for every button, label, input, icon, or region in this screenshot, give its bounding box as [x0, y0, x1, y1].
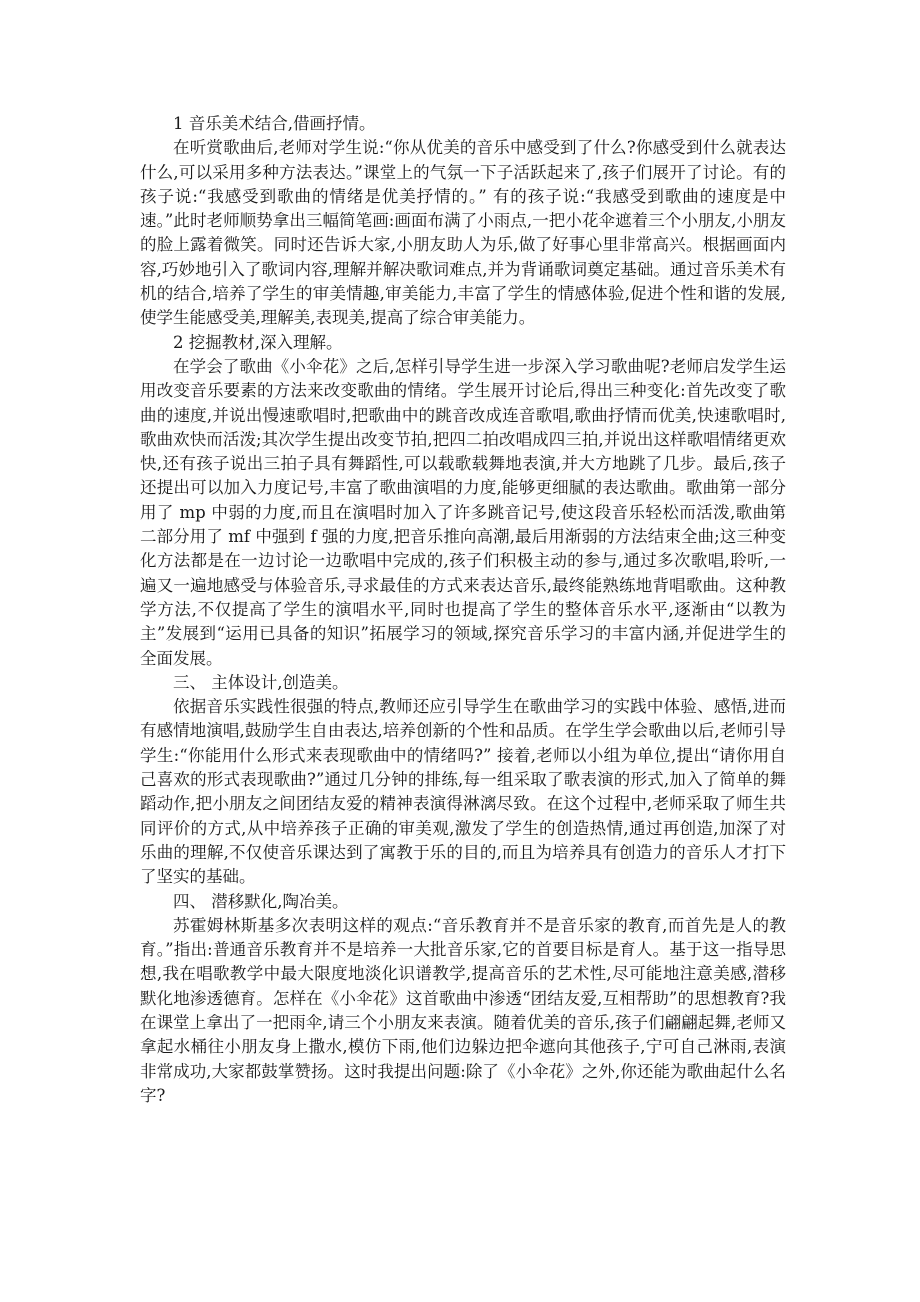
document-body	[140, 112, 786, 1108]
paragraph-4: 苏霍姆林斯基多次表明这样的观点:“音乐教育并不是音乐家的教育,而首先是人的教育。”指出:普通音乐教育并不是培养一大批音乐家,它的首要目标是育人。基于这一指导思想,我在唱歌教学中最大限度地淡化识谱教学,提高音乐的艺术性,尽可能地注意美感,潜移默化地渗透德育。怎样在《小伞花》这首歌曲中渗透“团结友爱,互相帮助”的思想教育?我在课堂上拿出了一把雨伞,请三个小朋友来表演。随着优美的音乐,孩子们翩翩起舞,老师又拿起水桶往小朋友身上撒水,模仿下雨,他们边躲边把伞遮向其他孩子,宁可自己淋雨,表演非常成功,大家都鼓掌赞扬。这时我提出问题:除了《小伞花》之外,你还能为歌曲起什么名字?	[140, 915, 786, 1105]
paragraph-2: 在学会了歌曲《小伞花》之后,怎样引导学生进一步深入学习歌曲呢?老师启发学生运用改变音乐要素的方法来改变歌曲的情绪。学生展开讨论后,得出三种变化:首先改变了歌曲的速度,并说出慢速歌唱时,把歌曲中的跳音改成连音歌唱,歌曲抒情而优美,快速歌唱时,歌曲欢快而活泼;其次学生提出改变节拍,把四二拍改唱成四三拍,并说出这样歌唱情绪更欢快,还有孩子说出三拍子具有舞蹈性,可以载歌载舞地表演,并大方地跳了几步。最后,孩子还提出可以加入力度记号,丰富了歌曲演唱的力度,能够更细腻的表达歌曲。歌曲第一部分用了 mp 中弱的力度,而且在演唱时加入了许多跳音记号,使这段音乐轻松而活泼,歌曲第二部分用了 mf 中强到 f 强的力度,把音乐推向高潮,最后用渐弱的方法结束全曲;这三种变化方法都是在一边讨论一边歌唱中完成的,孩子们积极主动的参与,通过多次歌唱,聆听,一遍又一遍地感受与体验音乐,寻求最佳的方式来表达音乐,最终能熟练地背唱歌曲。这种教学方法,不仅提高了学生的演唱水平,同时也提高了学生的整体音乐水平,逐渐由“以教为主”发展到“运用已具备的知识”拓展学习的领域,探究音乐学习的丰富内涵,并促进学生的全面发展。	[140, 356, 786, 668]
section-heading-2: 2 挖掘教材,深入理解。	[173, 332, 343, 352]
section-heading-4: 四、 潜移默化,陶冶美。	[173, 891, 349, 911]
section-heading-3: 三、 主体设计,创造美。	[173, 672, 349, 692]
section-heading-1: 1 音乐美术结合,借画抒情。	[173, 114, 376, 133]
paragraph-1: 在听赏歌曲后,老师对学生说:“你从优美的音乐中感受到了什么?你感受到什么就表达什么,可以采用多种方法表达。”课堂上的气氛一下子活跃起来了,孩子们展开了讨论。有的孩子说:“我感受到歌曲的情绪是优美抒情的。” 有的孩子说:“我感受到歌曲的速度是中速。”此时老师顺势拿出三幅简笔画:画面布满了小雨点,一把小花伞遮着三个小朋友,小朋友的脸上露着微笑。同时还告诉大家,小朋友助人为乐,做了好事心里非常高兴。根据画面内容,巧妙地引入了歌词内容,理解并解决歌词难点,并为背诵歌词奠定基础。通过音乐美术有机的结合,培养了学生的审美情趣,审美能力,丰富了学生的情感体验,促进个性和谐的发展,使学生能感受美,理解美,表现美,提高了综合审美能力。	[140, 138, 786, 328]
paragraph-3: 依据音乐实践性很强的特点,教师还应引导学生在歌曲学习的实践中体验、感悟,进而有感情地演唱,鼓励学生自由表达,培养创新的个性和品质。在学生学会歌曲以后,老师引导学生:“你能用什么形式来表现歌曲中的情绪吗?” 接着,老师以小组为单位,提出“请你用自己喜欢的形式表现歌曲?”通过几分钟的排练,每一组采取了歌表演的形式,加入了简单的舞蹈动作,把小朋友之间团结友爱的精神表演得淋漓尽致。在这个过程中,老师采取了师生共同评价的方式,从中培养孩子正确的审美观,激发了学生的创造热情,通过再创造,加深了对乐曲的理解,不仅使音乐课达到了寓教于乐的目的,而且为培养具有创造力的音乐人才打下了坚实的基础。	[140, 697, 786, 887]
